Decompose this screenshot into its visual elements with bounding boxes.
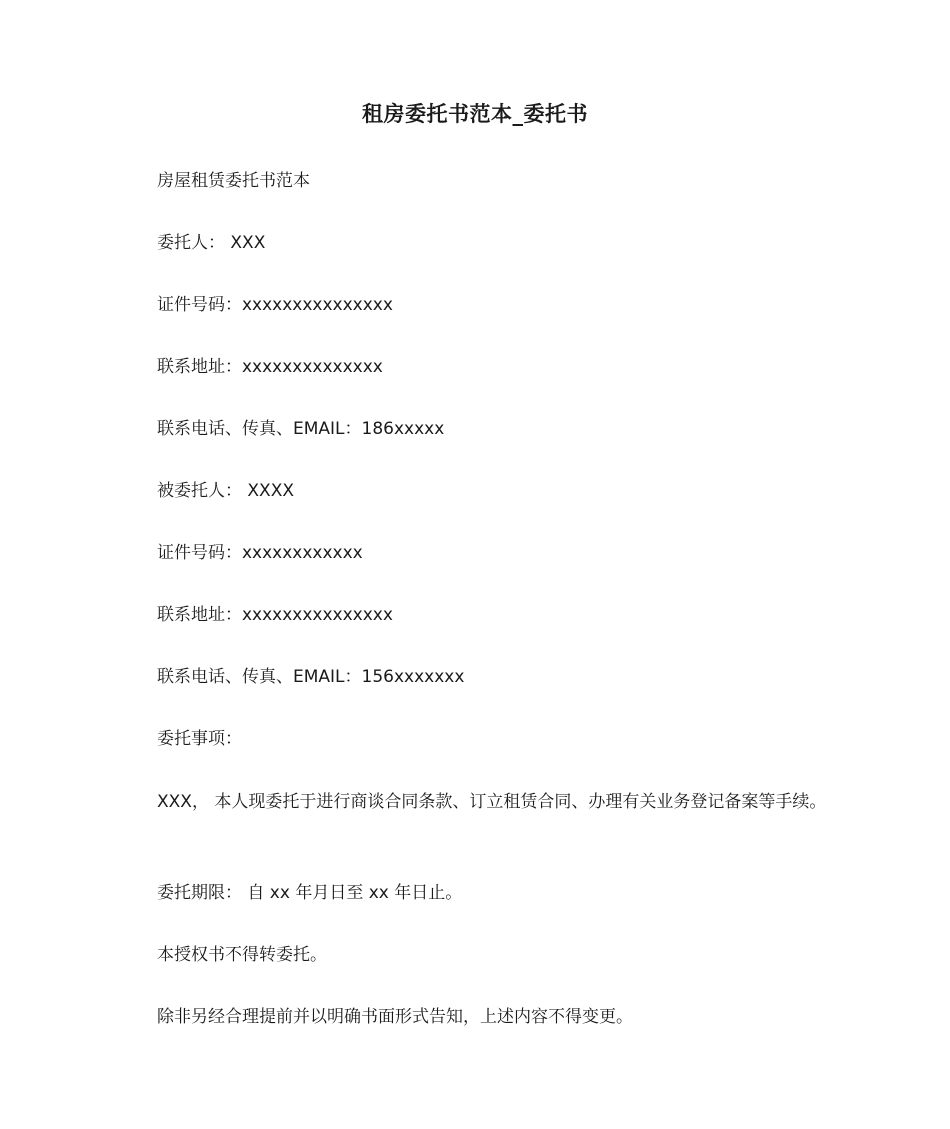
no-change-line: 除非另经合理提前并以明确书面形式告知，上述内容不得变更。 [157,1007,633,1027]
no-subdelegation-line: 本授权书不得转委托。 [157,945,327,965]
principal-address-line: 联系地址：xxxxxxxxxxxxxx [157,357,383,377]
agent-contact-line: 联系电话、传真、EMAIL：156xxxxxxx [157,667,465,687]
agent-line: 被委托人： XXXX [157,481,294,501]
document-title: 租房委托书范本_委托书 [362,102,588,126]
matters-heading: 委托事项： [157,729,242,749]
agent-id-line: 证件号码：xxxxxxxxxxxx [157,543,363,563]
matters-paragraph: XXX， 本人现委托于进行商谈合同条款、订立租赁合同、办理有关业务登记备案等手续。 [157,792,827,812]
principal-line: 委托人： XXX [157,233,266,253]
doc-subtitle: 房屋租赁委托书范本 [157,171,310,191]
principal-id-line: 证件号码：xxxxxxxxxxxxxxx [157,295,393,315]
term-line: 委托期限： 自 xx 年月日至 xx 年日止。 [157,883,463,903]
principal-contact-line: 联系电话、传真、EMAIL：186xxxxx [157,419,445,439]
agent-address-line: 联系地址：xxxxxxxxxxxxxxx [157,605,393,625]
